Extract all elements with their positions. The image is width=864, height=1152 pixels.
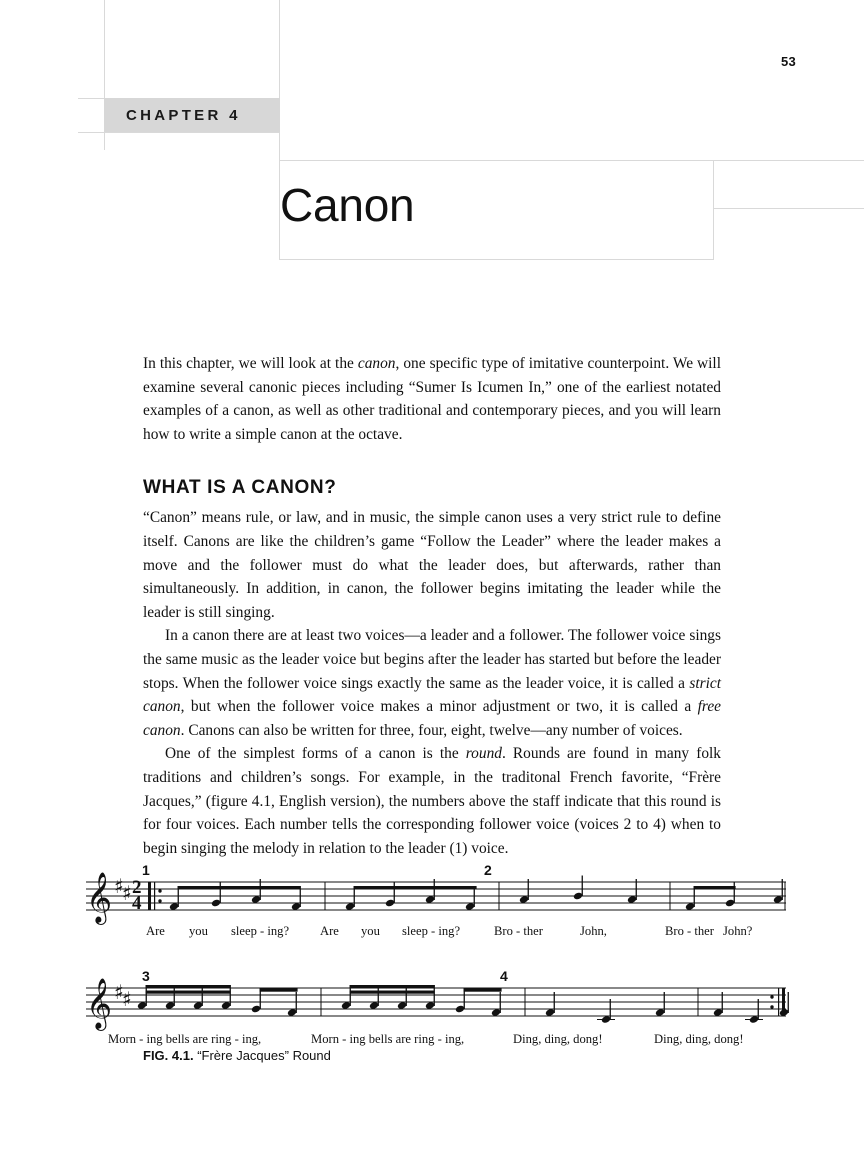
svg-text:♯: ♯ <box>122 881 132 905</box>
lyric-syllable: John? <box>723 924 753 938</box>
svg-text:𝄞: 𝄞 <box>86 978 113 1029</box>
lyric-phrase: Ding, ding, dong! <box>654 1032 744 1046</box>
voice-number-4: 4 <box>500 968 508 984</box>
header-rule-vertical-right <box>713 160 714 260</box>
lyric-syllable: sleep - ing? <box>402 924 461 938</box>
figure-caption-text: “Frère Jacques” Round <box>197 1048 331 1063</box>
svg-text:♯: ♯ <box>122 987 132 1011</box>
svg-text:♯: ♯ <box>114 874 124 898</box>
svg-text:𝄞: 𝄞 <box>86 872 113 923</box>
lyric-syllable: Bro - ther <box>494 924 543 938</box>
music-figure <box>78 862 794 1066</box>
page-title: Canon <box>280 179 415 231</box>
section-heading: WHAT IS A CANON? <box>143 477 337 499</box>
term-round: round <box>465 745 502 763</box>
header-rule-horizontal-title-mid <box>713 208 864 209</box>
header-rule-horizontal-bottom <box>78 132 280 133</box>
intro-paragraph: In this chapter, we will look at the canon, one specific type of imitative counterpoint. We will examine several canonic pieces including “Sumer Is Icumen In,” one of the earliest notated examples of a canon, as well as other traditional and contemporary pieces, and you will learn how to write a simple canon at the octave. <box>143 355 721 443</box>
voice-number-3: 3 <box>142 968 150 984</box>
lyric-syllable: Are <box>320 924 339 938</box>
lyric-syllable: sleep - ing? <box>231 924 290 938</box>
lyric-phrase: Ding, ding, dong! <box>513 1032 603 1046</box>
header-rule-horizontal-title-bottom <box>279 259 713 260</box>
lyric-syllable: Bro - ther <box>665 924 714 938</box>
svg-text:4: 4 <box>132 893 142 914</box>
lyric-syllable: John, <box>580 924 607 938</box>
paragraph-2-part-b: , but when the follower voice makes a minor adjustment or two, it is called a <box>180 698 698 716</box>
staff-system-1-notation <box>78 868 794 960</box>
voice-number-1: 1 <box>142 862 150 878</box>
intro-italic-term: canon <box>357 355 396 372</box>
figure-number: FIG. 4.1. <box>143 1048 194 1063</box>
lyric-phrase: Morn - ing bells are ring - ing, <box>108 1032 262 1046</box>
body-content <box>143 352 721 860</box>
paragraph-2 <box>143 624 721 742</box>
paragraph-1: “Canon” means rule, or law, and in music, the simple canon uses a very strict rule to define itself. Canons are like the children’s game “Follow the Leader” where the leader makes a move and the follower must do what the leader does, but afterwards, rather than simultaneously. In addition, in canon, the follower begins imitating the leader while the leader is still singing. <box>143 509 721 621</box>
paragraph-2-part-c: . Canons can also be written for three, four, eight, twelve—any number of voices. <box>180 721 683 739</box>
page-number: 53 <box>781 54 796 69</box>
lyric-phrase: Morn - ing bells are ring - ing, <box>311 1032 465 1046</box>
term-free-canon: free canon <box>143 698 721 739</box>
header-rule-horizontal-title-top <box>279 160 864 161</box>
svg-text:♯: ♯ <box>114 980 124 1004</box>
lyric-syllable: you <box>361 924 380 938</box>
voice-number-2: 2 <box>484 862 492 878</box>
lyric-syllable: Are <box>146 924 165 938</box>
staff-system-1 <box>78 862 794 960</box>
paragraph-3 <box>143 742 721 860</box>
svg-text:2: 2 <box>132 877 142 898</box>
figure-caption <box>143 1048 331 1063</box>
chapter-banner-label: CHAPTER 4 <box>126 106 241 124</box>
chapter-banner <box>104 98 280 132</box>
paragraph-2-part-a: In a canon there are at least two voices—a leader and a follower. The follower voice sings the same music as the leader voice but begins after the leader has started but before the leader stops. When the follower voice sings exactly the same as the leader voice, it is called a <box>143 627 721 692</box>
paragraph-3-part-b: . Rounds are found in many folk traditions and children’s songs. For example, in the traditonal French favorite, “Frère Jacques,” (figure 4.1, English version), the numbers above the staff indicate that this round is for four voices. Each number tells the corresponding follower voice (voices 2 to 4) when to begin singing the melody in relation to the leader (1) voice. <box>143 745 721 857</box>
lyric-syllable: you <box>189 924 208 938</box>
term-strict-canon: strict canon <box>143 674 721 716</box>
paragraph-3-part-a: One of the simplest forms of a canon is the <box>165 745 466 763</box>
